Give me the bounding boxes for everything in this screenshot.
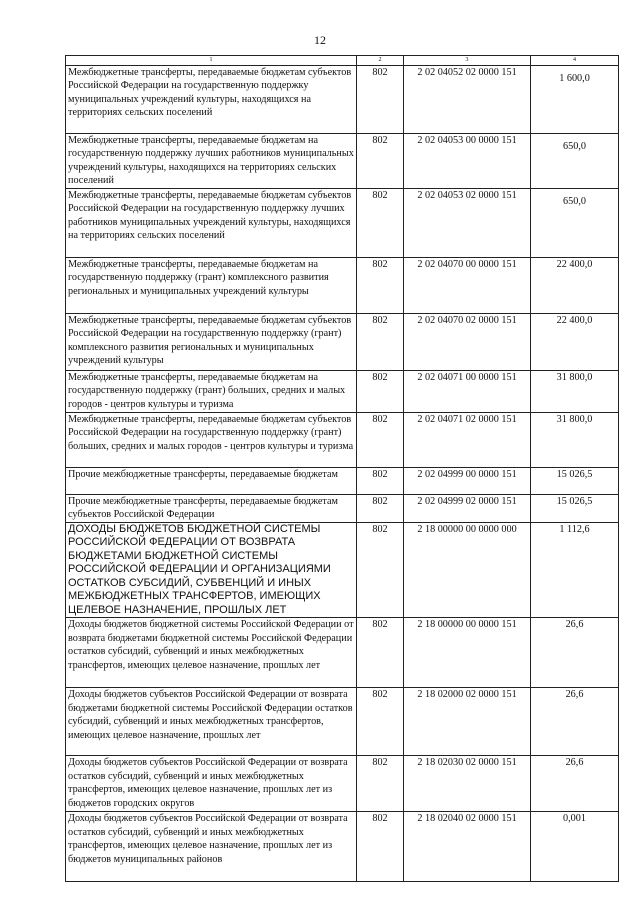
row-amount-cell: 15 026,5 <box>531 495 619 523</box>
row-amount-cell: 650,0 <box>531 134 619 189</box>
row-admin-code-cell: 802 <box>357 495 404 523</box>
row-budget-code-cell: 2 02 04053 00 0000 151 <box>404 134 531 189</box>
row-name-cell: Межбюджетные трансферты, передаваемые бюджетам на государственную поддержку (грант) комплексного развития региональных и муниципальных учреждений культуры <box>66 258 357 314</box>
table-row <box>66 258 619 314</box>
table-row <box>66 314 619 371</box>
row-amount-cell: 26,6 <box>531 688 619 756</box>
row-name-cell: Межбюджетные трансферты, передаваемые бюджетам субъектов Российской Федерации на государственную поддержку (грант) больших, средних и малых городов - центров культуры и туризма <box>66 413 357 468</box>
row-name-cell: Межбюджетные трансферты, передаваемые бюджетам на государственную поддержку лучших работников муниципальных учреждений культуры, находящихся на территориях сельских поселений <box>66 134 357 189</box>
row-name-cell: Прочие межбюджетные трансферты, передаваемые бюджетам субъектов Российской Федерации <box>66 495 357 523</box>
row-admin-code-cell: 802 <box>357 314 404 371</box>
table-row <box>66 756 619 812</box>
row-name-cell: Доходы бюджетов субъектов Российской Федерации от возврата остатков субсидий, субвенций и иных межбюджетных трансфертов, имеющих целевое назначение, прошлых лет из бюджетов муниципальных районов <box>66 812 357 882</box>
page-number: 12 <box>314 33 326 47</box>
row-admin-code-cell: 802 <box>357 66 404 134</box>
table-row <box>66 688 619 756</box>
table-row <box>66 371 619 413</box>
row-name-cell: ДОХОДЫ БЮДЖЕТОВ БЮДЖЕТНОЙ СИСТЕМЫ РОССИЙСКОЙ ФЕДЕРАЦИИ ОТ ВОЗВРАТА БЮДЖЕТАМИ БЮДЖЕТНОЙ СИСТЕМЫ РОССИЙСКОЙ ФЕДЕРАЦИИ И ОРГАНИЗАЦИЯМИ ОСТАТКОВ СУБСИДИЙ, СУБВЕНЦИЙ И ИНЫХ МЕЖБЮДЖЕТНЫХ ТРАНСФЕРТОВ, ИМЕЮЩИХ ЦЕЛЕВОЕ НАЗНАЧЕНИЕ, ПРОШЛЫХ ЛЕТ <box>66 522 357 618</box>
table-row <box>66 413 619 468</box>
column-header-amount: 4 <box>531 56 619 66</box>
row-admin-code-cell: 802 <box>357 371 404 413</box>
row-amount-cell: 1 112,6 <box>531 522 619 618</box>
row-amount-cell: 15 026,5 <box>531 468 619 495</box>
table-row <box>66 66 619 134</box>
row-name-cell: Межбюджетные трансферты, передаваемые бюджетам на государственную поддержку (грант) больших, средних и малых городов - центров культуры и туризма <box>66 371 357 413</box>
row-name-cell: Доходы бюджетов субъектов Российской Федерации от возврата остатков субсидий, субвенций и иных межбюджетных трансфертов, имеющих целевое назначение, прошлых лет из бюджетов городских округов <box>66 756 357 812</box>
row-name-cell: Прочие межбюджетные трансферты, передаваемые бюджетам <box>66 468 357 495</box>
table-row <box>66 468 619 495</box>
row-amount-cell: 22 400,0 <box>531 258 619 314</box>
table-row <box>66 495 619 523</box>
column-header-name: 1 <box>66 56 357 66</box>
row-amount-cell: 31 800,0 <box>531 413 619 468</box>
row-name-cell: Доходы бюджетов бюджетной системы Российской Федерации от возврата бюджетами бюджетной системы Российской Федерации остатков субсидий, субвенций и иных межбюджетных трансфертов, имеющих целевое назначение, прошлых лет <box>66 618 357 688</box>
row-amount-cell: 31 800,0 <box>531 371 619 413</box>
row-admin-code-cell: 802 <box>357 134 404 189</box>
row-name-cell: Межбюджетные трансферты, передаваемые бюджетам субъектов Российской Федерации на государственную поддержку муниципальных учреждений культуры, находящихся на территориях сельских поселений <box>66 66 357 134</box>
row-budget-code-cell: 2 02 04999 02 0000 151 <box>404 495 531 523</box>
row-admin-code-cell: 802 <box>357 413 404 468</box>
row-budget-code-cell: 2 02 04053 02 0000 151 <box>404 189 531 258</box>
row-budget-code-cell: 2 18 00000 00 0000 000 <box>404 522 531 618</box>
row-name-cell: Межбюджетные трансферты, передаваемые бюджетам субъектов Российской Федерации на государственную поддержку лучших работников муниципальных учреждений культуры, находящихся на территориях сельских поселений <box>66 189 357 258</box>
row-amount-cell: 26,6 <box>531 618 619 688</box>
row-budget-code-cell: 2 02 04070 00 0000 151 <box>404 258 531 314</box>
table-row <box>66 812 619 882</box>
row-admin-code-cell: 802 <box>357 812 404 882</box>
row-amount-cell: 26,6 <box>531 756 619 812</box>
row-admin-code-cell: 802 <box>357 189 404 258</box>
row-amount-cell: 650,0 <box>531 189 619 258</box>
table-row <box>66 189 619 258</box>
row-amount-cell: 0,001 <box>531 812 619 882</box>
row-budget-code-cell: 2 02 04052 02 0000 151 <box>404 66 531 134</box>
row-name-cell: Доходы бюджетов субъектов Российской Федерации от возврата бюджетами бюджетной системы Российской Федерации остатков субсидий, субвенций и иных межбюджетных трансфертов, имеющих целевое назначение, прошлых лет <box>66 688 357 756</box>
row-admin-code-cell: 802 <box>357 522 404 618</box>
row-admin-code-cell: 802 <box>357 468 404 495</box>
row-amount-cell: 1 600,0 <box>531 66 619 134</box>
row-budget-code-cell: 2 18 02040 02 0000 151 <box>404 812 531 882</box>
column-header-admin: 2 <box>357 56 404 66</box>
row-name-cell: Межбюджетные трансферты, передаваемые бюджетам субъектов Российской Федерации на государственную поддержку (грант) комплексного развития региональных и муниципальных учреждений культуры <box>66 314 357 371</box>
row-budget-code-cell: 2 18 02000 02 0000 151 <box>404 688 531 756</box>
row-admin-code-cell: 802 <box>357 618 404 688</box>
row-budget-code-cell: 2 02 04999 00 0000 151 <box>404 468 531 495</box>
row-amount-cell: 22 400,0 <box>531 314 619 371</box>
row-budget-code-cell: 2 02 04071 02 0000 151 <box>404 413 531 468</box>
row-budget-code-cell: 2 18 00000 00 0000 151 <box>404 618 531 688</box>
row-budget-code-cell: 2 18 02030 02 0000 151 <box>404 756 531 812</box>
table-row <box>66 522 619 618</box>
table-row <box>66 134 619 189</box>
table-row <box>66 618 619 688</box>
column-header-code: 3 <box>404 56 531 66</box>
table-header-row <box>66 56 619 66</box>
row-admin-code-cell: 802 <box>357 756 404 812</box>
budget-revenue-table <box>65 55 619 882</box>
row-budget-code-cell: 2 02 04070 02 0000 151 <box>404 314 531 371</box>
row-budget-code-cell: 2 02 04071 00 0000 151 <box>404 371 531 413</box>
row-admin-code-cell: 802 <box>357 258 404 314</box>
row-admin-code-cell: 802 <box>357 688 404 756</box>
